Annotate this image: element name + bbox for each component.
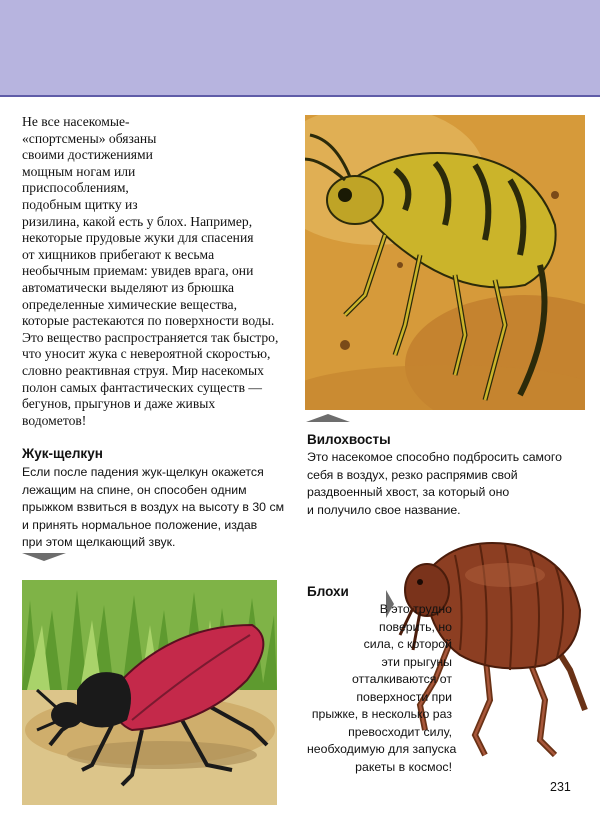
intro-line: своими достижениями (22, 147, 153, 163)
caption-pointer-up (306, 414, 350, 422)
intro-line: приспособлениям, (22, 180, 129, 196)
intro-line: которые растекаются по поверхности воды. (22, 313, 275, 329)
intro-paragraph (22, 114, 292, 429)
intro-line: мощным ногам или (22, 163, 136, 179)
springtails-line: Это насекомое способно подбросить самого (307, 450, 562, 464)
springtails-line: раздвоенный хвост, за который оно (307, 485, 510, 499)
intro-line: Это вещество распространяется так быстро, (22, 329, 279, 345)
intro-line: некоторые прудовые жуки для спасения (22, 230, 254, 246)
fleas-line: поверить, но (379, 619, 452, 634)
intro-line: что уносит жука с невероятной скоростью, (22, 346, 271, 362)
intro-line: полон самых фантастических существ — (22, 379, 263, 395)
intro-line: автоматически выделяют из брюшка (22, 279, 235, 295)
fleas-line: отталкиваются от (351, 672, 452, 686)
fleas-caption (307, 601, 457, 776)
fleas-line: В это трудно (379, 602, 452, 616)
fleas-line: необходимую для запуска (307, 742, 457, 756)
click-beetle-line: Если после падения жук-щелкун окажется (22, 465, 264, 479)
caption-pointer-down (22, 553, 66, 561)
intro-line: подобным щитку из (22, 196, 138, 212)
springtails-line: и получило свое название. (307, 502, 461, 517)
springtails-line: себя в воздух, резко распрямив свой (307, 467, 518, 482)
intro-line: ризилина, какой есть у блох. Например, (22, 213, 253, 229)
click-beetle-line: прыжком взвиться в воздух на высоту в 30 см (22, 500, 285, 514)
springtail-illustration (305, 115, 585, 410)
click-beetle-caption (22, 464, 302, 552)
fleas-line: сила, с которой (363, 637, 452, 651)
springtails-caption (307, 449, 592, 519)
fleas-line: превосходит силу, (348, 724, 452, 739)
fleas-line: ракеты в космос! (355, 759, 452, 774)
intro-line: необычным приемам: увидев врага, они (22, 263, 254, 279)
intro-line: от хищников прибегают к весьма (22, 246, 215, 262)
click-beetle-line: и принять нормальное положение, издав (22, 517, 258, 532)
page-number: 231 (550, 780, 571, 794)
intro-line: водометов! (22, 412, 87, 428)
intro-line: «спортсмены» обязаны (22, 130, 157, 146)
fleas-line: прыжке, в несколько раз (311, 707, 452, 721)
click-beetle-line: при этом щелкающий звук. (22, 535, 176, 549)
click-beetle-line: лежащим на спине, он способен одним (22, 482, 247, 497)
fleas-heading: Блохи (307, 584, 349, 599)
fleas-line: поверхности при (356, 689, 452, 704)
fleas-line: эти прыгуны (381, 654, 452, 669)
click-beetle-illustration (22, 580, 277, 805)
top-color-band (0, 0, 600, 97)
intro-line: Не все насекомые- (22, 114, 130, 129)
intro-line: бегунов, прыгунов и даже живых (22, 396, 216, 412)
intro-line: определенные химические вещества, (22, 296, 237, 312)
click-beetle-heading: Жук-щелкун (22, 446, 103, 461)
intro-line: словно реактивная струя. Мир насекомых (22, 362, 264, 378)
springtails-heading: Вилохвосты (307, 432, 391, 447)
